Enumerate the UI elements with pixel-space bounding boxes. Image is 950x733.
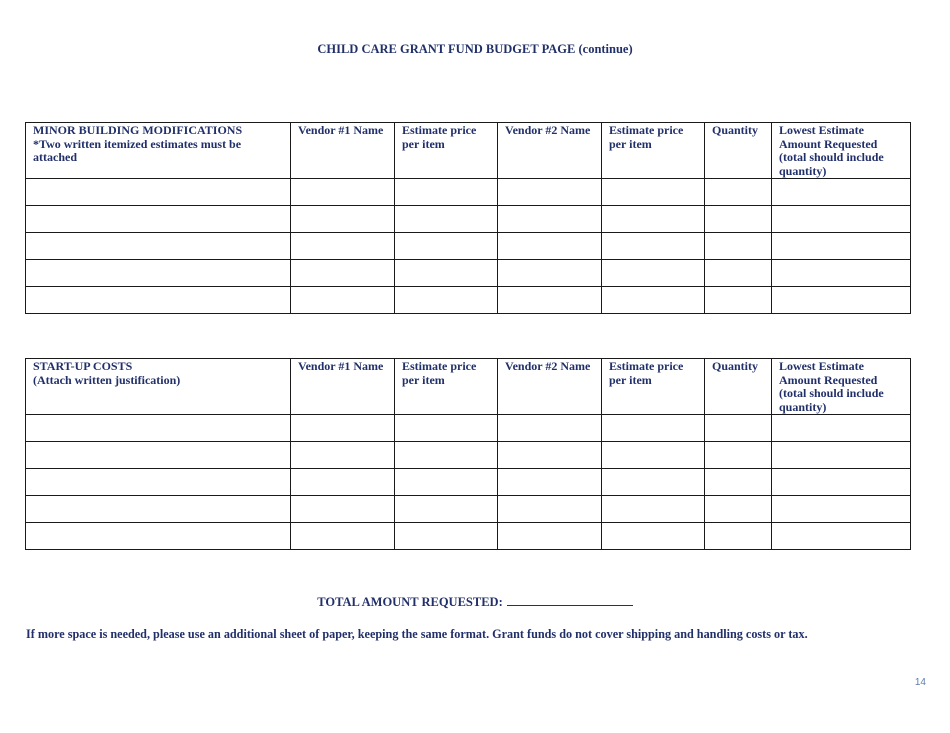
estimate1-price-cell[interactable] bbox=[395, 496, 498, 523]
table-row bbox=[26, 179, 911, 206]
lowest-estimate-cell[interactable] bbox=[772, 260, 911, 287]
table-row bbox=[26, 287, 911, 314]
estimate1-price-cell[interactable] bbox=[395, 287, 498, 314]
estimate1-price-cell[interactable] bbox=[395, 442, 498, 469]
vendor1-name-cell[interactable] bbox=[291, 206, 395, 233]
column-header-quantity: Quantity bbox=[705, 123, 772, 179]
section-title: START-UP COSTS bbox=[33, 359, 133, 373]
estimate2-price-cell[interactable] bbox=[602, 523, 705, 550]
lowest-estimate-cell[interactable] bbox=[772, 179, 911, 206]
vendor2-name-cell[interactable] bbox=[498, 523, 602, 550]
section-title: MINOR BUILDING MODIFICATIONS bbox=[33, 123, 243, 137]
estimate1-price-cell[interactable] bbox=[395, 415, 498, 442]
lowest-estimate-cell[interactable] bbox=[772, 469, 911, 496]
total-amount-label: TOTAL AMOUNT REQUESTED: bbox=[317, 595, 503, 609]
lowest-estimate-cell[interactable] bbox=[772, 287, 911, 314]
vendor2-name-cell[interactable] bbox=[498, 287, 602, 314]
column-header-estimate2: Estimate price per item bbox=[602, 123, 705, 179]
item-cell[interactable] bbox=[26, 233, 291, 260]
vendor1-name-cell[interactable] bbox=[291, 179, 395, 206]
section-header-cell bbox=[26, 359, 291, 415]
vendor2-name-cell[interactable] bbox=[498, 179, 602, 206]
lowest-estimate-cell[interactable] bbox=[772, 442, 911, 469]
column-header-estimate2: Estimate price per item bbox=[602, 359, 705, 415]
vendor1-name-cell[interactable] bbox=[291, 523, 395, 550]
quantity-cell[interactable] bbox=[705, 206, 772, 233]
estimate1-price-cell[interactable] bbox=[395, 179, 498, 206]
page-number: 14 bbox=[914, 677, 926, 688]
estimate2-price-cell[interactable] bbox=[602, 233, 705, 260]
estimate2-price-cell[interactable] bbox=[602, 179, 705, 206]
lowest-estimate-cell[interactable] bbox=[772, 415, 911, 442]
table-row bbox=[26, 206, 911, 233]
estimate2-price-cell[interactable] bbox=[602, 469, 705, 496]
column-header-vendor1: Vendor #1 Name bbox=[291, 359, 395, 415]
estimate2-price-cell[interactable] bbox=[602, 496, 705, 523]
page-title-text: CHILD CARE GRANT FUND BUDGET PAGE bbox=[317, 42, 576, 56]
table-row bbox=[26, 233, 911, 260]
table-row bbox=[26, 415, 911, 442]
item-cell[interactable] bbox=[26, 496, 291, 523]
start-up-costs-table bbox=[25, 358, 911, 550]
vendor2-name-cell[interactable] bbox=[498, 260, 602, 287]
vendor1-name-cell[interactable] bbox=[291, 260, 395, 287]
table-row bbox=[26, 496, 911, 523]
item-cell[interactable] bbox=[26, 523, 291, 550]
vendor1-name-cell[interactable] bbox=[291, 287, 395, 314]
footnote: If more space is needed, please use an additional sheet of paper, keeping the same format. Grant funds do not cover shipping and handling costs or tax. bbox=[26, 627, 808, 641]
quantity-cell[interactable] bbox=[705, 179, 772, 206]
quantity-cell[interactable] bbox=[705, 442, 772, 469]
table-row bbox=[26, 260, 911, 287]
vendor2-name-cell[interactable] bbox=[498, 496, 602, 523]
vendor2-name-cell[interactable] bbox=[498, 206, 602, 233]
vendor2-name-cell[interactable] bbox=[498, 233, 602, 260]
page-title bbox=[0, 42, 950, 57]
table-row bbox=[26, 469, 911, 496]
lowest-estimate-cell[interactable] bbox=[772, 233, 911, 260]
quantity-cell[interactable] bbox=[705, 523, 772, 550]
table-row bbox=[26, 442, 911, 469]
lowest-estimate-cell[interactable] bbox=[772, 206, 911, 233]
vendor1-name-cell[interactable] bbox=[291, 469, 395, 496]
estimate1-price-cell[interactable] bbox=[395, 233, 498, 260]
column-header-lowest-estimate: Lowest Estimate Amount Requested (total should include quantity) bbox=[772, 359, 911, 415]
page-title-suffix: (continue) bbox=[578, 42, 633, 56]
column-header-vendor1: Vendor #1 Name bbox=[291, 123, 395, 179]
table-header-row bbox=[26, 359, 911, 415]
table-body bbox=[26, 179, 911, 314]
estimate1-price-cell[interactable] bbox=[395, 206, 498, 233]
column-header-vendor2: Vendor #2 Name bbox=[498, 123, 602, 179]
quantity-cell[interactable] bbox=[705, 233, 772, 260]
item-cell[interactable] bbox=[26, 442, 291, 469]
column-header-lowest-estimate: Lowest Estimate Amount Requested (total should include quantity) bbox=[772, 123, 911, 179]
vendor2-name-cell[interactable] bbox=[498, 469, 602, 496]
item-cell[interactable] bbox=[26, 415, 291, 442]
estimate1-price-cell[interactable] bbox=[395, 469, 498, 496]
item-cell[interactable] bbox=[26, 260, 291, 287]
estimate2-price-cell[interactable] bbox=[602, 415, 705, 442]
estimate2-price-cell[interactable] bbox=[602, 442, 705, 469]
vendor1-name-cell[interactable] bbox=[291, 415, 395, 442]
column-header-quantity: Quantity bbox=[705, 359, 772, 415]
item-cell[interactable] bbox=[26, 179, 291, 206]
lowest-estimate-cell[interactable] bbox=[772, 496, 911, 523]
quantity-cell[interactable] bbox=[705, 260, 772, 287]
table-row bbox=[26, 523, 911, 550]
column-header-vendor2: Vendor #2 Name bbox=[498, 359, 602, 415]
table-header-row bbox=[26, 123, 911, 179]
vendor1-name-cell[interactable] bbox=[291, 496, 395, 523]
column-header-estimate1: Estimate price per item bbox=[395, 123, 498, 179]
item-cell[interactable] bbox=[26, 206, 291, 233]
estimate2-price-cell[interactable] bbox=[602, 287, 705, 314]
quantity-cell[interactable] bbox=[705, 415, 772, 442]
section-note: (Attach written justification) bbox=[33, 372, 181, 387]
quantity-cell[interactable] bbox=[705, 469, 772, 496]
total-amount-line bbox=[0, 594, 950, 610]
estimate2-price-cell[interactable] bbox=[602, 260, 705, 287]
item-cell[interactable] bbox=[26, 287, 291, 314]
quantity-cell[interactable] bbox=[705, 496, 772, 523]
section-header-cell bbox=[26, 123, 291, 179]
vendor2-name-cell[interactable] bbox=[498, 442, 602, 469]
lowest-estimate-cell[interactable] bbox=[772, 523, 911, 550]
vendor1-name-cell[interactable] bbox=[291, 233, 395, 260]
estimate1-price-cell[interactable] bbox=[395, 523, 498, 550]
vendor1-name-cell[interactable] bbox=[291, 442, 395, 469]
vendor2-name-cell[interactable] bbox=[498, 415, 602, 442]
quantity-cell[interactable] bbox=[705, 287, 772, 314]
column-header-estimate1: Estimate price per item bbox=[395, 359, 498, 415]
minor-building-modifications-table bbox=[25, 122, 911, 314]
total-amount-blank[interactable] bbox=[507, 594, 633, 606]
estimate1-price-cell[interactable] bbox=[395, 260, 498, 287]
table-body bbox=[26, 415, 911, 550]
section-note: *Two written itemized estimates must be attached bbox=[33, 136, 242, 164]
estimate2-price-cell[interactable] bbox=[602, 206, 705, 233]
item-cell[interactable] bbox=[26, 469, 291, 496]
